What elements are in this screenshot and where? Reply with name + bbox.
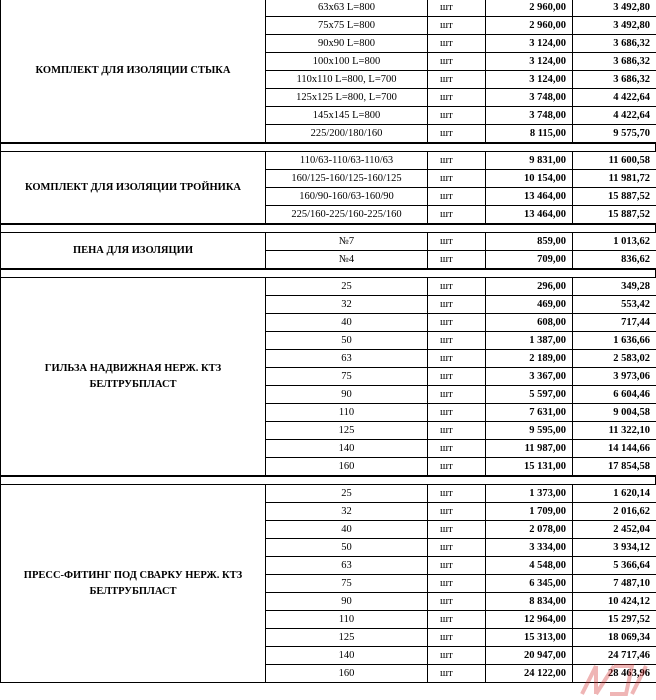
unit-cell: шт	[428, 107, 486, 125]
price-vat-cell: 1 636,66	[573, 332, 656, 350]
unit-cell: шт	[428, 296, 486, 314]
size-cell: 90	[266, 593, 428, 611]
price-vat-cell: 3 973,06	[573, 368, 656, 386]
price-cell: 3 334,00	[486, 539, 573, 557]
price-cell: 4 548,00	[486, 557, 573, 575]
price-cell: 2 078,00	[486, 521, 573, 539]
price-cell: 24 122,00	[486, 665, 573, 683]
group-name: КОМПЛЕКТ ДЛЯ ИЗОЛЯЦИИ СТЫКА	[1, 0, 266, 143]
price-vat-cell: 3 492,80	[573, 0, 656, 17]
price-vat-cell: 349,28	[573, 278, 656, 296]
size-cell: 40	[266, 314, 428, 332]
price-vat-cell: 1 620,14	[573, 485, 656, 503]
table-row	[1, 278, 656, 296]
unit-cell: шт	[428, 17, 486, 35]
price-cell: 3 124,00	[486, 71, 573, 89]
price-cell: 20 947,00	[486, 647, 573, 665]
price-cell: 3 748,00	[486, 89, 573, 107]
unit-cell: шт	[428, 611, 486, 629]
price-cell: 469,00	[486, 296, 573, 314]
size-cell: 125	[266, 422, 428, 440]
price-vat-cell: 1 013,62	[573, 233, 656, 251]
size-cell: 90x90 L=800	[266, 35, 428, 53]
size-cell: 110/63-110/63-110/63	[266, 152, 428, 170]
group-name: ГИЛЬЗА НАДВИЖНАЯ НЕРЖ. КТЗ БЕЛТРУБПЛАСТ	[1, 278, 266, 476]
price-cell: 3 367,00	[486, 368, 573, 386]
unit-cell: шт	[428, 206, 486, 224]
price-cell: 3 748,00	[486, 107, 573, 125]
unit-cell: шт	[428, 35, 486, 53]
size-cell: №4	[266, 251, 428, 269]
price-cell: 2 189,00	[486, 350, 573, 368]
price-cell: 1 709,00	[486, 503, 573, 521]
price-vat-cell: 5 366,64	[573, 557, 656, 575]
unit-cell: шт	[428, 278, 486, 296]
price-group-table	[0, 232, 656, 269]
price-cell: 3 124,00	[486, 35, 573, 53]
price-cell: 9 595,00	[486, 422, 573, 440]
size-cell: 90	[266, 386, 428, 404]
price-cell: 12 964,00	[486, 611, 573, 629]
price-cell: 11 987,00	[486, 440, 573, 458]
unit-cell: шт	[428, 71, 486, 89]
table-row	[1, 233, 656, 251]
price-vat-cell: 11 981,72	[573, 170, 656, 188]
size-cell: 40	[266, 521, 428, 539]
table-row	[1, 485, 656, 503]
price-vat-cell: 9 004,58	[573, 404, 656, 422]
price-cell: 15 131,00	[486, 458, 573, 476]
size-cell: 225/160-225/160-225/160	[266, 206, 428, 224]
price-group-table	[0, 484, 656, 683]
size-cell: 225/200/180/160	[266, 125, 428, 143]
size-cell: 160/90-160/63-160/90	[266, 188, 428, 206]
price-vat-cell: 3 934,12	[573, 539, 656, 557]
size-cell: 160/125-160/125-160/125	[266, 170, 428, 188]
size-cell: 100x100 L=800	[266, 53, 428, 71]
price-vat-cell: 3 686,32	[573, 71, 656, 89]
unit-cell: шт	[428, 593, 486, 611]
unit-cell: шт	[428, 188, 486, 206]
price-vat-cell: 14 144,66	[573, 440, 656, 458]
price-cell: 709,00	[486, 251, 573, 269]
unit-cell: шт	[428, 404, 486, 422]
watermark-shape-icon	[582, 666, 646, 694]
unit-cell: шт	[428, 53, 486, 71]
price-vat-cell: 3 492,80	[573, 17, 656, 35]
price-vat-cell: 836,62	[573, 251, 656, 269]
price-group-table	[0, 151, 656, 224]
size-cell: 25	[266, 485, 428, 503]
unit-cell: шт	[428, 314, 486, 332]
unit-cell: шт	[428, 503, 486, 521]
price-vat-cell: 6 604,46	[573, 386, 656, 404]
price-vat-cell: 9 575,70	[573, 125, 656, 143]
unit-cell: шт	[428, 251, 486, 269]
table-row	[1, 0, 656, 17]
price-cell: 7 631,00	[486, 404, 573, 422]
price-vat-cell: 2 452,04	[573, 521, 656, 539]
unit-cell: шт	[428, 350, 486, 368]
size-cell: 32	[266, 296, 428, 314]
group-name: КОМПЛЕКТ ДЛЯ ИЗОЛЯЦИИ ТРОЙНИКА	[1, 152, 266, 224]
unit-cell: шт	[428, 458, 486, 476]
size-cell: 32	[266, 503, 428, 521]
price-cell: 8 834,00	[486, 593, 573, 611]
unit-cell: шт	[428, 422, 486, 440]
price-vat-cell: 7 487,10	[573, 575, 656, 593]
unit-cell: шт	[428, 485, 486, 503]
price-cell: 2 960,00	[486, 0, 573, 17]
watermark-logo	[574, 660, 654, 700]
size-cell: 25	[266, 278, 428, 296]
price-vat-cell: 10 424,12	[573, 593, 656, 611]
price-vat-cell: 3 686,32	[573, 35, 656, 53]
size-cell: 160	[266, 665, 428, 683]
price-vat-cell: 17 854,58	[573, 458, 656, 476]
price-group-table	[0, 277, 656, 476]
price-cell: 10 154,00	[486, 170, 573, 188]
price-vat-cell: 2 016,62	[573, 503, 656, 521]
unit-cell: шт	[428, 89, 486, 107]
group-separator	[0, 143, 656, 151]
size-cell: 140	[266, 647, 428, 665]
price-vat-cell: 553,42	[573, 296, 656, 314]
size-cell: 75	[266, 575, 428, 593]
unit-cell: шт	[428, 233, 486, 251]
size-cell: 140	[266, 440, 428, 458]
price-vat-cell: 717,44	[573, 314, 656, 332]
unit-cell: шт	[428, 665, 486, 683]
price-cell: 1 373,00	[486, 485, 573, 503]
group-separator	[0, 224, 656, 232]
size-cell: 110	[266, 404, 428, 422]
price-vat-cell: 24 717,46	[573, 647, 656, 665]
unit-cell: шт	[428, 386, 486, 404]
size-cell: 63	[266, 557, 428, 575]
size-cell: 63	[266, 350, 428, 368]
price-cell: 296,00	[486, 278, 573, 296]
price-vat-cell: 3 686,32	[573, 53, 656, 71]
group-name: ПЕНА ДЛЯ ИЗОЛЯЦИИ	[1, 233, 266, 269]
size-cell: 160	[266, 458, 428, 476]
unit-cell: шт	[428, 629, 486, 647]
size-cell: 110	[266, 611, 428, 629]
unit-cell: шт	[428, 125, 486, 143]
price-vat-cell: 11 322,10	[573, 422, 656, 440]
unit-cell: шт	[428, 557, 486, 575]
price-vat-cell: 11 600,58	[573, 152, 656, 170]
unit-cell: шт	[428, 440, 486, 458]
price-group-table	[0, 0, 656, 143]
unit-cell: шт	[428, 332, 486, 350]
unit-cell: шт	[428, 0, 486, 17]
unit-cell: шт	[428, 170, 486, 188]
price-cell: 13 464,00	[486, 188, 573, 206]
size-cell: 145x145 L=800	[266, 107, 428, 125]
size-cell: 125x125 L=800, L=700	[266, 89, 428, 107]
price-cell: 15 313,00	[486, 629, 573, 647]
size-cell: 110x110 L=800, L=700	[266, 71, 428, 89]
price-vat-cell: 15 887,52	[573, 206, 656, 224]
price-vat-cell: 4 422,64	[573, 107, 656, 125]
unit-cell: шт	[428, 521, 486, 539]
unit-cell: шт	[428, 539, 486, 557]
price-cell: 608,00	[486, 314, 573, 332]
size-cell: 50	[266, 332, 428, 350]
table-row	[1, 152, 656, 170]
unit-cell: шт	[428, 575, 486, 593]
price-cell: 2 960,00	[486, 17, 573, 35]
price-cell: 3 124,00	[486, 53, 573, 71]
group-separator	[0, 476, 656, 484]
price-cell: 9 831,00	[486, 152, 573, 170]
price-cell: 13 464,00	[486, 206, 573, 224]
size-cell: 63x63 L=800	[266, 0, 428, 17]
price-vat-cell: 2 583,02	[573, 350, 656, 368]
price-vat-cell: 18 069,34	[573, 629, 656, 647]
price-cell: 5 597,00	[486, 386, 573, 404]
size-cell: №7	[266, 233, 428, 251]
price-vat-cell: 4 422,64	[573, 89, 656, 107]
size-cell: 75x75 L=800	[266, 17, 428, 35]
group-separator	[0, 269, 656, 277]
size-cell: 75	[266, 368, 428, 386]
price-cell: 1 387,00	[486, 332, 573, 350]
size-cell: 50	[266, 539, 428, 557]
size-cell: 125	[266, 629, 428, 647]
group-name: ПРЕСС-ФИТИНГ ПОД СВАРКУ НЕРЖ. КТЗ БЕЛТРУБПЛАСТ	[1, 485, 266, 683]
price-cell: 859,00	[486, 233, 573, 251]
unit-cell: шт	[428, 647, 486, 665]
unit-cell: шт	[428, 152, 486, 170]
unit-cell: шт	[428, 368, 486, 386]
price-vat-cell: 28 463,96	[573, 665, 656, 683]
price-vat-cell: 15 887,52	[573, 188, 656, 206]
price-vat-cell: 15 297,52	[573, 611, 656, 629]
price-cell: 6 345,00	[486, 575, 573, 593]
price-cell: 8 115,00	[486, 125, 573, 143]
